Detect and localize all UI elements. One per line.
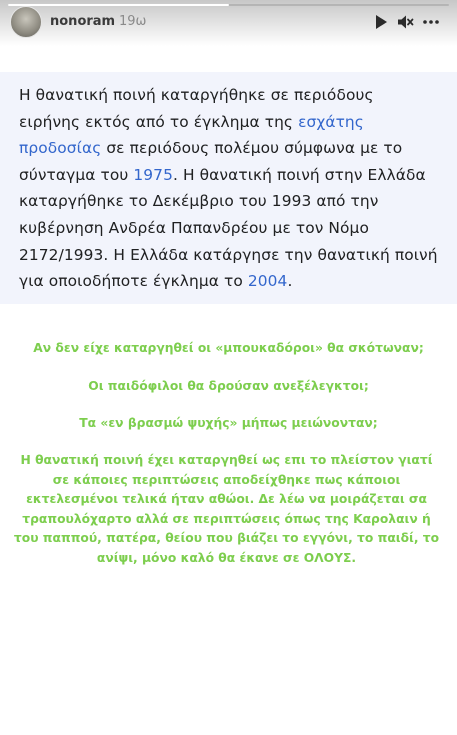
caption-paragraph-line: Η θανατική ποινή έχει καταργηθεί ως επι το πλείστον γιατί — [20, 453, 433, 467]
wiki-link-high-treason[interactable]: εσχάτης προδοσίας — [19, 112, 364, 158]
username[interactable]: nonoram — [50, 14, 116, 29]
caption-paragraph-line: τραπουλόχαρτο αλλά σε περιπτώσεις όπως της Καρολαιν ή — [22, 511, 431, 526]
caption-paragraph-line: εκτελεσμένοι τελικά ήταν αθώοι. Δε λέω να μοιράζεται σα — [26, 492, 427, 507]
play-icon[interactable] — [372, 13, 390, 31]
mute-icon[interactable] — [396, 13, 414, 31]
story-header — [0, 0, 457, 46]
avatar[interactable] — [10, 6, 42, 38]
caption-question-2: Οι παιδόφιλοι θα δρούσαν ανεξέλεγκτοι; — [88, 379, 369, 393]
wiki-text-segment: σε περιόδους πολέμου σύμφωνα με το σύνταγμα του — [19, 139, 403, 184]
story-progress-bar — [8, 4, 449, 6]
wiki-link-2004[interactable]: 2004 — [247, 272, 288, 291]
wiki-text-segment: . Η θανατική ποινή στην Ελλάδα καταργήθηκε το Δεκέμβριο του 1993 από την κυβέρνηση Ανδρέα Παπανδρέου με τον Νόμο 2172/1993. Η Ελλάδα κατάργησε την θανατική ποινή για οποιοδήποτε έγκλημα το — [19, 165, 438, 291]
wiki-excerpt-text — [19, 82, 439, 295]
story-progress-fill — [8, 4, 229, 6]
wiki-text-segment: Η θανατική ποινή καταργήθηκε σε περιόδους ειρήνης εκτός από το έγκλημα της — [19, 86, 374, 131]
caption-paragraph-line: σε κάποιες περιπτώσεις αποδείχθηκε πως κάποιοι — [52, 472, 401, 487]
more-icon[interactable] — [422, 13, 440, 31]
caption-question-3: Τα «εν βρασμώ ψυχής» μήπως μειώνονταν; — [79, 416, 378, 430]
caption-paragraph-line: ανίψι, μόνο καλό θα έκανε σε ΟΛΟΥΣ. — [96, 550, 357, 565]
wiki-text-segment: . — [287, 272, 293, 291]
story-timestamp: 19ω — [119, 14, 147, 29]
wiki-excerpt-card — [0, 72, 457, 304]
caption-question-1: Αν δεν είχε καταργηθεί οι «μπουκαδόροι» θα σκότωναν; — [33, 341, 424, 355]
caption-paragraph — [0, 451, 457, 569]
caption-paragraph-line: του παππού, πατέρα, θείου που βιάζει το εγγόνι, το παιδί, το — [13, 531, 440, 546]
wiki-link-1975[interactable]: 1975 — [133, 165, 173, 184]
